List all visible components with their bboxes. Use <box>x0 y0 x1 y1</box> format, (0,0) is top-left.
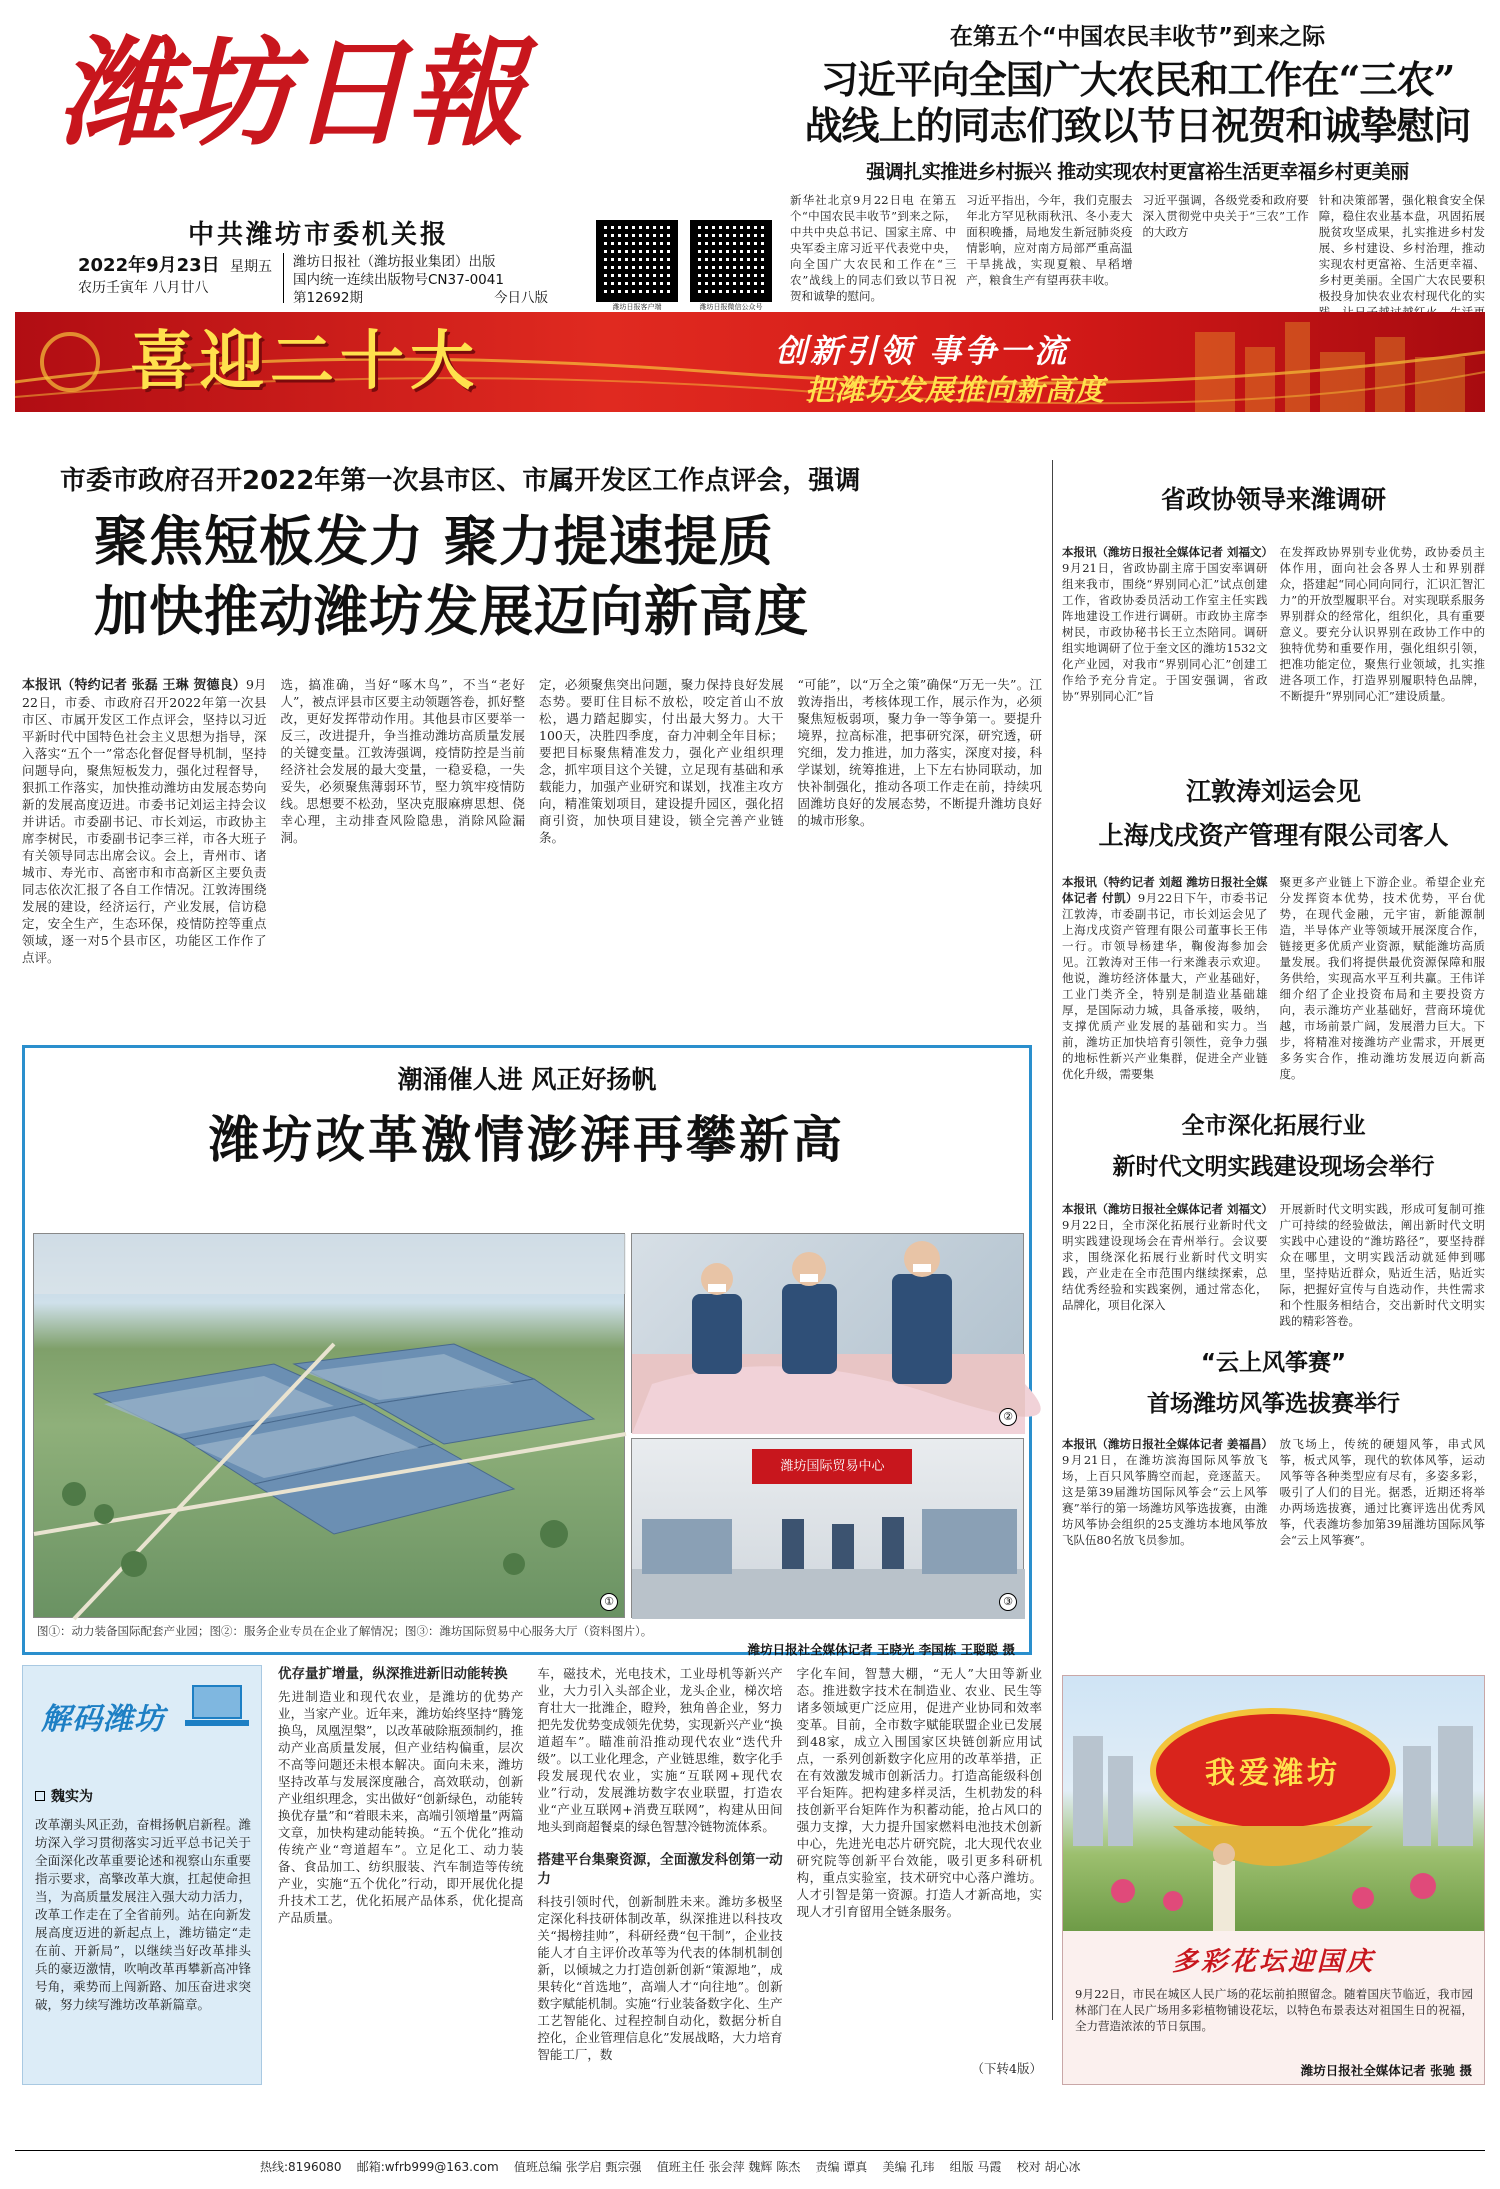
lead-col-2: 习近平指出，今年，我们克服去年北方罕见秋雨秋汛、冬小麦大面积晚播，局地发生新冠肺炎疫情影响，应对南方局部严重高温干旱挑战，实现夏粮、早稻增产，粮食生产有望再获丰收。 <box>966 193 1133 287</box>
newspaper-logo: 潍坊日報 <box>58 23 523 162</box>
masthead-subtitle: 中共潍坊市委机关报 <box>188 220 450 250</box>
right-article-1-title: 省政协领导来潍调研 <box>1160 485 1386 514</box>
lead-headline-1: 习近平向全国广大农民和工作在“三农” <box>820 57 1455 102</box>
decode-author <box>35 1786 93 1806</box>
footer: 热线:8196080 邮箱:wfrb999@163.com 值班总编 张学启 甄宗强 值班主任 张会萍 魏辉 陈杰 责编 谭真 美编 孔玮 组版 马霞 校对 胡心冰 <box>260 2160 1081 2174</box>
issue-date: 2022年9月23日 <box>78 255 220 276</box>
photo-badge-1: ① <box>600 1593 618 1611</box>
banner-slogan-1: 创新引领 事争一流 <box>775 332 1070 370</box>
laptop-icon <box>183 1676 253 1736</box>
right-article-3-col-1: 9月22日，全市深化拓展行业新时代文明实践建设现场会在青州举行。会议要求，围绕深化拓展行业新时代文明实践，产业走在全市范围内继续探索，总结优秀经验和实践案例，通过常态化，品牌化，项目化深入 <box>1062 1218 1268 1312</box>
main-headline-1: 聚焦短板发力 聚力提速提质 <box>94 509 774 573</box>
cn-number: 国内统一连续出版物号CN37-0041 <box>293 272 504 288</box>
banner-slogan-2: 把潍坊发展推向新高度 <box>805 373 1106 407</box>
date-box <box>78 255 278 299</box>
photo-enterprise-visit <box>631 1233 1024 1433</box>
right-article-1-col-1: 9月21日，省政协副主席于国安率调研组来我市，围绕“界别同心汇”试点创建工作，省政协委员活动工作室主任实践阵地建设工作进行调研。市政协主席李树民，市政协秘书长王立杰陪同。调研组实地调研了位于奎文区的潍坊1532文化产业园，对我市“界别同心汇”创建工作给予充分肯定。于国安强调，省政协“界别同心汇”旨 <box>1062 561 1268 703</box>
decode-text: 改革潮头风正劲，奋楫扬帆启新程。潍坊深入学习贯彻落实习近平总书记关于全面深化改革重要论述和视察山东重要指示要求，高擎改革大旗，扛起使命担当，为高质量发展注入强大动力活力，改革工作走在了全省前列。站在向新发展高度迈进的新起点上，潍坊锚定“走在前、开新局”，以继续当好改革排头兵的豪迈激情，吹响改革再攀新高冲锋号角，乘势而上闯新路、加压奋进求突破，努力续写潍坊改革新篇章。 <box>35 1817 251 2012</box>
main-col-4: “可能”，以“万全之策”确保“万无一失”。江敦涛指出，考核体现工作，展示作为，必须聚焦短板弱项，聚力争一等争第一。要提升境界，拉高标准，把事研究深，研究透，研究细，发力推进，加力落实，深度对接，科学谋划，统筹推进，上下左右协同联动，加快补制强化，推动各项工作走在前，持续巩固潍坊良好的发展态势，不断提升潍坊良好的城市形象。 <box>797 677 1042 828</box>
publisher-info <box>293 253 593 307</box>
lead-col-1: 新华社北京9月22日电 在第五个“中国农民丰收节”到来之际，中共中央总书记、国家主席、中央军委主席习近平代表党中央，向全国广大农民和工作在“三农”战线上的同志们致以节日祝贺和诚挚的慰问。 <box>790 193 957 303</box>
reform-subhead-1: 优存量扩增量，纵深推进新旧动能转换 <box>278 1666 508 1682</box>
qr-code-app[interactable] <box>596 220 678 312</box>
flower-photo-caption: 9月22日，市民在城区人民广场的花坛前拍照留念。随着国庆节临近，我市园林部门在人民广场用多彩植物铺设花坛，以特色布景表达对祖国生日的祝福，全力营造浓浓的节日氛围。 <box>1075 1987 1473 2033</box>
banner-title: 喜迎二十大 <box>130 324 480 399</box>
right-article-2-col-1: 9月22日下午，市委书记江敦涛，市委副书记，市长刘运会见了上海戊戌资产管理有限公司董事长王伟一行。市领导杨建华，鞠俊海参加会见。江敦涛对王伟一行来潍表示欢迎。他说，潍坊经济体量大，产业基础好，工业门类齐全，特别是制造业基础雄厚，是国际动力城，具备承接，吸纳，支撑优质产业发展的基础和实力。当前，潍坊正加快培育引领性，竞争力强的地标性新兴产业集群，促进全产业链优化升级，需要集 <box>1062 891 1268 1081</box>
main-col-1: 9月22日，市委、市政府召开2022年第一次县市区、市属开发区工作点评会，坚持以习近平新时代中国特色社会主义思想为指导，深入落实“五个一”常态化督促督导机制，坚持问题导向，聚焦短板发力，强化过程督导，狠抓工作落实，加快推动潍坊由发展态势向新的发展高度迈进。市委书记刘运主持会议并讲话。市委副书记、市长刘运，市政协主席李树民，市委副书记李三祥，市各大班子有关领导同志出席会议。会上，青州市、诸城市、寿光市、高密市和市高新区主要负责同志依次汇报了各自工作情况。江敦涛围绕发展的建设，经济运行，产业发展，信访稳定，安全生产，生态环保，疫情防控等重点领域，逐一对5个县市区，功能区工作作了点评。 <box>22 677 267 965</box>
flower-photo-box <box>1062 1675 1485 2085</box>
lead-subheadline: 强调扎实推进乡村振兴 推动实现农村更富裕生活更幸福乡村更美丽 <box>866 161 1409 183</box>
reform-subhead-2: 搭建平台集聚资源，全面激发科创第一动力 <box>537 1852 783 1887</box>
photo-trade-center <box>631 1438 1024 1618</box>
feature-headline: 潍坊改革激情澎湃再攀新高 <box>209 1110 845 1169</box>
right-article-3-title-1: 全市深化拓展行业 <box>1181 1113 1366 1139</box>
lead-headline-2: 战线上的同志们致以节日祝贺和诚挚慰问 <box>804 103 1471 148</box>
photo-industrial-park <box>33 1233 625 1618</box>
lead-col-3: 习近平强调，各级党委和政府要深入贯彻党中央关于“三农”工作的大政方 <box>1142 193 1309 239</box>
decode-author-name: 魏实为 <box>51 1789 93 1805</box>
flower-photo-title: 多彩花坛迎国庆 <box>1171 1947 1375 1977</box>
decode-column <box>22 1665 262 2085</box>
right-article-2-title-1: 江敦涛刘运会见 <box>1185 777 1361 806</box>
qr-code-wechat[interactable] <box>690 220 772 312</box>
campaign-banner <box>15 312 1485 412</box>
right-article-1-byline: 本报讯（潍坊日报社全媒体记者 刘福文） <box>1062 545 1274 559</box>
right-article-4-title-1: “云上风筝赛” <box>1200 1350 1347 1376</box>
lead-article <box>790 18 1485 303</box>
reform-col-2b: 科技引领时代，创新制胜未来。潍坊多极坚定深化科技研体制改革，纵深推进以科技攻关“揭榜挂帅”，科研经费“包干制”，企业技能人才自主评价改革等为代表的体制机制创新，以倾城之力打造创新创新“策源地”，成果转化“首选地”，高端人才“向往地”。创新数字赋能机制。实施“行业装备数字化、生产工艺智能化、过程控制自动化，数据分析自控化，企业管理信息化”发展战略，大力培育智能工厂，数 <box>537 1894 783 2062</box>
reform-col-1: 先进制造业和现代农业，是潍坊的优势产业，当家产业。近年来，潍坊始终坚持“腾笼换鸟，凤凰涅槃”，以改革破除瓶颈制约，推动产业高质量发展，但产业结构偏重，层次不高等问题还未根本解决。面向未来，潍坊坚持改革与发展深度融合，高效联动，创新产业组织理念，实出做好“创新绿色，动能转换优存量”和“着眼未来，高端引领增量”两篇文章，加快构建动能转换。“五个优化”推动传统产业“弯道超车”。立足化工、动力装备、食品加工、纺织服装、汽车制造等传统产业，实施“五个优化”行动，即开展优化提升技术工艺，优化拓展产品体系，优化提高产品质量。 <box>278 1689 524 1925</box>
page-count: 今日八版 <box>494 290 548 306</box>
reform-col-2: 车，磁技术，光电技术，工业母机等新兴产业，大力引入头部企业，龙头企业，梯次培育壮大一批潍企，瞪羚，独角兽企业，努力把先发优势变成领先优势，实现新兴产业“换道超车”。瞄准前沿推动现代农业“迭代升级”。以工业化理念，产业链思维，数字化手段发展现代农业，实施“互联网+现代农业”行动，发展潍坊数字农业联盟，打造农业“产业互联网+消费互联网”，构建从田间地头到商超餐桌的绿色智慧冷链物流体系。 <box>537 1666 783 1834</box>
right-article-4-col-2: 放飞场上，传统的硬翅风筝，串式风筝，板式风筝，现代的软体风筝，运动风筝等各种类型应有尽有，多姿多彩，吸引了人们的目光。据悉，近期还将举办两场选拔赛，通过比赛评选出优秀风筝，代表潍坊参加第39届潍坊国际风筝会“云上风筝赛”。 <box>1279 1437 1485 1547</box>
feature-kicker: 潮涌催人进 风正好扬帆 <box>397 1065 657 1094</box>
flower-sign-text: 我爱潍坊 <box>1205 1756 1341 1791</box>
main-col-3: 定，必须聚焦突出问题，聚力保持良好发展态势。要盯住目标不放松，咬定首山不放松，遇力踏起脚实，付出最大努力。大干100天，决胜四季度，奋力冲刺全年目标；要把目标聚焦精准发力，强化产业组织理念，抓牢项目这个关键，立足现有基础和承载能力，加强产业研究和谋划，找准主攻方向，精准策划项目，建设提升园区，强化招商引资，加快项目建设，锁全完善产业链条。 <box>539 677 784 845</box>
lead-kicker: 在第五个“中国农民丰收节”到来之际 <box>949 24 1326 50</box>
industrial-park-illustration-icon <box>34 1234 626 1619</box>
right-article-3-col-2: 开展新时代文明实践，形成可复制可推广可持续的经验做法，阐出新时代文明实践中心建设的“潍坊路径”，要坚持群众在哪里，文明实践活动就延伸到哪里，坚持贴近群众，贴近生活，贴近实际，把握好宣传与自选动作，共性需求和个性服务相结合，交出新时代文明实践的精彩答卷。 <box>1279 1202 1485 1328</box>
decode-label: 解码潍坊 <box>41 1702 165 1737</box>
qr-caption: 潍坊日报客户端 <box>612 303 662 311</box>
lead-col-4: 针和决策部署，强化粮食安全保障，稳住农业基本盘，巩固拓展脱贫攻坚成果，扎实推进乡村发展、乡村建设、乡村治理，推动实现农村更富裕、生活更幸福、乡村更美丽。全国广大农民要积极投身加快农业农村现代化的实 <box>1318 193 1485 303</box>
main-headline-2: 加快推动潍坊发展迈向新高度 <box>94 579 809 643</box>
lunar-date: 农历壬寅年 八月廿八 <box>78 280 209 296</box>
reform-continued: （下转4版） <box>971 2061 1042 2076</box>
photo-badge-3: ③ <box>999 1593 1017 1611</box>
reform-article <box>278 1665 1042 2085</box>
publisher: 潍坊日报社（潍坊报业集团）出版 <box>293 254 496 270</box>
feature-box <box>22 1045 1032 1655</box>
square-bullet-icon <box>35 1791 45 1801</box>
right-article-3-title-2: 新时代文明实践建设现场会举行 <box>1112 1154 1435 1180</box>
trade-center-sign: 潍坊国际贸易中心 <box>780 1459 885 1474</box>
flower-bed-photo <box>1063 1676 1484 1931</box>
qr-code-icon <box>596 220 678 302</box>
masthead <box>18 10 798 311</box>
issue-number: 第12692期 <box>293 290 363 306</box>
main-col-2: 选，搞准确，当好“啄木鸟”，不当“老好人”，被点评县市区要主动领题答卷，抓好整改，更好发挥带动作用。其他县市区要举一反三，改进提升，争当推动潍坊高质量发展的关键变量。江敦涛强调，疫情防控是当前经济社会发展的最大变量，一稳妥稳，一失妥失，必须聚焦薄弱环节，堅力筑牢疫情防线。思想要不松劲，坚决克服麻痹思想、侥幸心理，主动排查风险隐患，消除风险漏洞。 <box>280 677 525 845</box>
main-kicker: 市委市政府召开2022年第一次县市区、市属开发区工作点评会，强调 <box>60 466 861 496</box>
right-article-4-col-1: 9月21日，在潍坊滨海国际风筝放飞场，上百只风筝腾空而起，竞逐蓝天。这是第39届潍坊国际风筝会“云上风筝赛”举行的第一场潍坊风筝选拔赛，由潍坊风筝协会组织的25支潍坊本地风筝放飞队伍80名放飞员参加。 <box>1062 1453 1268 1547</box>
main-byline: 本报讯（特约记者 张磊 王琳 贺德良） <box>22 678 246 693</box>
main-article <box>22 460 1042 1040</box>
flower-photo-credit: 潍坊日报社全媒体记者 张驰 摄 <box>1300 2063 1472 2078</box>
weekday: 星期五 <box>230 259 272 275</box>
right-article-4-title-2: 首场潍坊风筝选拔赛举行 <box>1147 1391 1400 1417</box>
right-article-2-byline: 本报讯（特约记者 刘超 潍坊日报社全媒体记者 付凯） <box>1062 875 1268 905</box>
reform-col-3: 字化车间，智慧大棚，“无人”大田等新业态。推进数字技术在制造业、农业、民生等诸多领域更广泛应用，促进产业协同和效率变革。目前，全市数字赋能联盟企业已发展到48家，成立入围国家区块链创新应用试点，一系列创新数字化应用的改革举措，正在有效激发城市创新活力。打造高能级科创平台矩阵。把构建多样灵活，生机勃发的科技创新平台矩阵作为积蓄动能，抢占风口的强力支撑，大力提升国家燃料电池技术创新中心，先进光电芯片研究院，北大现代农业研究院等创新平台效能，吸引更多科研机构，重点实验室，技术研究中心落户潍坊。人才引智是第一资源。打造人才新高地，实现人才引育留用全链条服务。 <box>796 1666 1042 1919</box>
qr-caption: 潍坊日报微信公众号 <box>699 303 763 311</box>
workers-illustration-icon <box>632 1234 1025 1434</box>
photo-badge-2: ② <box>999 1408 1017 1426</box>
right-article-1-col-2: 在发挥政协界别专业优势，政协委员主体作用，面向社会各界人士和界别群众，搭建起“同心同向同行，汇识汇智汇力”的开放型履职平台。对实现联系服务界别群众的经常化，组织化，具有重要意义。要充分认识界别在政协工作中的独特优势和重要作用，强化组织引领，把准功能定位，聚焦行业领域，扎实推进各项工作，打造界别履职特色品牌，不断提升“界别同心汇”建设质量。 <box>1279 545 1485 703</box>
feature-credit: 潍坊日报社全媒体记者 王晓光 李国栋 王聪聪 摄 <box>747 1642 1015 1657</box>
right-article-2-title-2: 上海戊戌资产管理有限公司客人 <box>1098 821 1449 850</box>
qr-code-icon <box>690 220 772 302</box>
right-article-4-byline: 本报讯（潍坊日报社全媒体记者 姜福昌） <box>1062 1437 1274 1451</box>
flower-basket-illustration-icon <box>1063 1676 1484 1931</box>
feature-caption: 图①：动力装备国际配套产业园；图②：服务企业专员在企业了解情况；图③：潍坊国际贸易中心服务大厅（资料图片）。 <box>37 1624 653 1638</box>
right-article-2-col-2: 聚更多产业链上下游企业。希望企业充分发挥资本优势，技术优势，平台优势，在现代金融，元宇宙，新能源制造，半导体产业等领域开展深度合作，链接更多优质产业资源，赋能潍坊高质量发展。我们将提供最优资源保障和服务供给，实现高水平互利共赢。王伟详细介绍了企业投资布局和主要投资方向，表示潍坊产业基础好，营商环境优越，市场前景广阔，发展潜力巨大。下步，将精准对接潍坊产业需求，开展更多务实合作，推动潍坊发展迈向新高度。 <box>1279 875 1485 1081</box>
right-article-3-byline: 本报讯（潍坊日报社全媒体记者 刘福文） <box>1062 1202 1274 1216</box>
